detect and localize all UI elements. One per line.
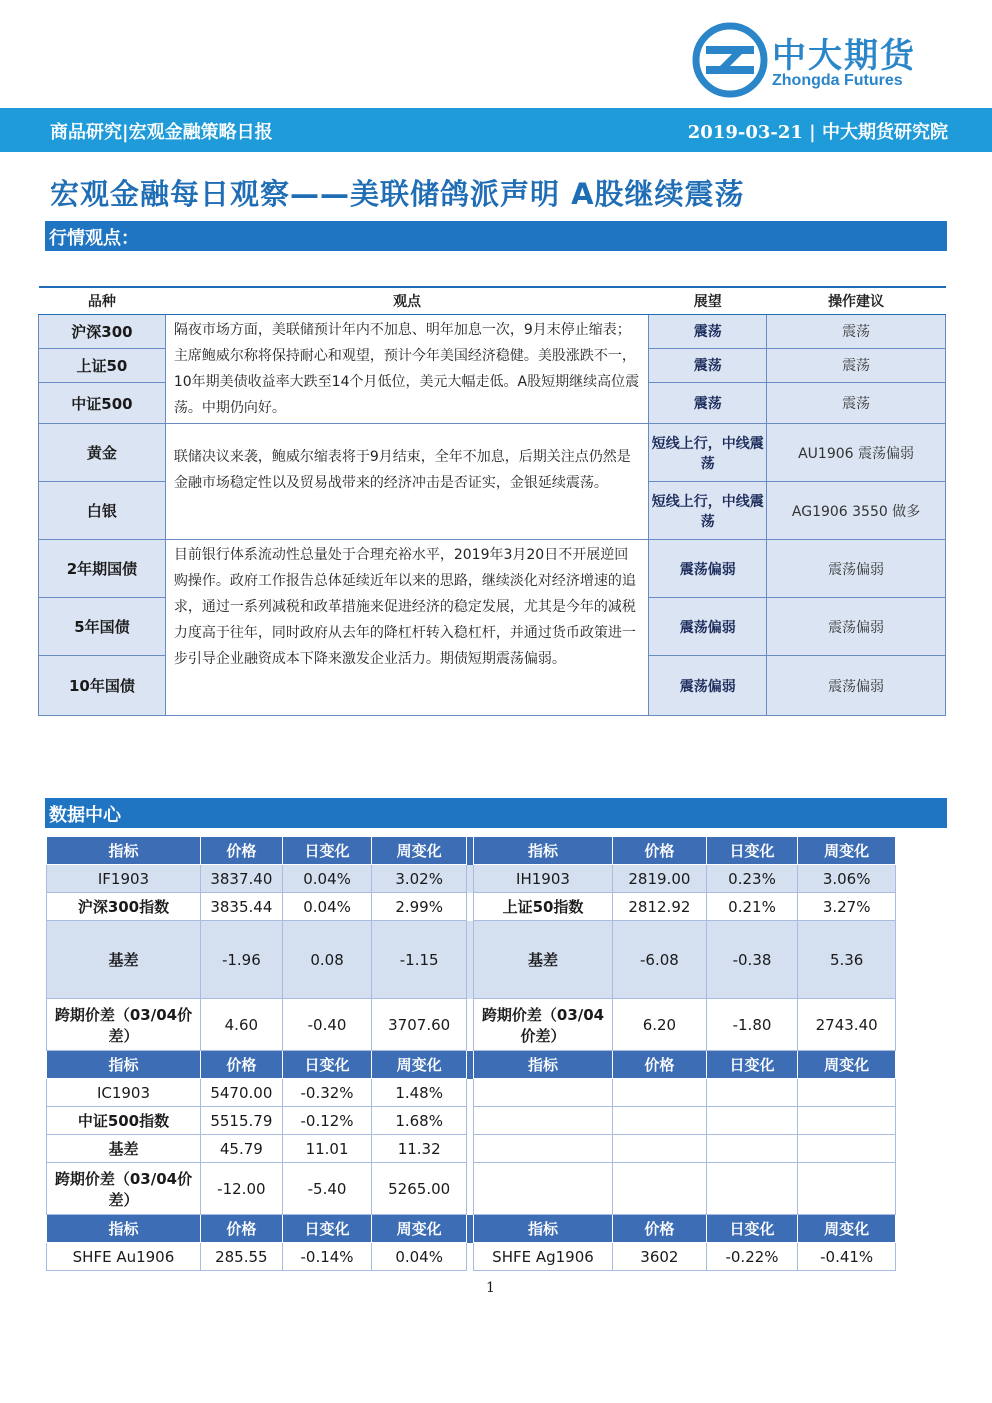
column-gap [466,999,473,1051]
logo-text-cn: 中大期货 [772,36,916,76]
section-data-center-label: 数据中心 [49,805,121,826]
column-gap [466,865,473,893]
col-header: 展望 [649,287,767,315]
table-row [47,1107,896,1135]
product-name: 中证500 [39,383,166,424]
advice: 震荡偏弱 [767,656,946,716]
report-header-bar [0,108,992,152]
column-gap [466,837,473,865]
table-row [47,865,896,893]
cell: 2.99% [372,893,467,921]
table-header-row [39,287,946,315]
col-header: 指标 [473,837,612,865]
product-name: 上证50 [39,348,166,383]
cell: 6.20 [613,999,707,1051]
col-header: 周变化 [798,1051,896,1079]
col-header: 周变化 [798,837,896,865]
advice: 震荡偏弱 [767,540,946,598]
cell: -6.08 [613,921,707,999]
table-row [47,893,896,921]
column-gap [466,1163,473,1215]
col-header: 周变化 [798,1215,896,1243]
col-header: 指标 [473,1051,612,1079]
cell: 中证500指数 [47,1107,201,1135]
cell: 3.02% [372,865,467,893]
cell: IH1903 [473,865,612,893]
viewpoint-text: 联储决议来袭，鲍威尔缩表将于9月结束，全年不加息，后期关注点仍然是金融市场稳定性以及贸易战带来的经济冲击是否证实，金银延续震荡。 [165,424,648,540]
col-header: 日变化 [706,837,798,865]
table-row [39,424,946,482]
col-header: 价格 [613,837,707,865]
cell: IC1903 [47,1079,201,1107]
cell: IF1903 [47,865,201,893]
cell: 沪深300指数 [47,893,201,921]
cell: 5515.79 [200,1107,282,1135]
company-logo [692,22,952,102]
outlook: 震荡偏弱 [649,656,767,716]
col-header: 价格 [613,1051,707,1079]
cell: 3.27% [798,893,896,921]
empty-cell [798,1135,896,1163]
section-market-views-label: 行情观点： [49,228,139,249]
viewpoint-text: 目前银行体系流动性总量处于合理充裕水平，2019年3月20日不开展逆回购操作。政府工作报告总体延续近年以来的思路，继续淡化对经济增速的追求，通过一系列减税和政革措施来促进经济的稳定发展，尤其是今年的减税力度高于往年，同时政府从去年的降杠杆转入稳杠杆，并通过货币政策进一步引导企业融资成本下降来激发企业活力。期债短期震荡偏弱。 [165,540,648,716]
cell: 0.21% [706,893,798,921]
cell: 5.36 [798,921,896,999]
logo-text-en: Zhongda Futures [772,72,903,89]
table-row [47,1163,896,1215]
col-header: 日变化 [282,1051,372,1079]
cell: -0.32% [282,1079,372,1107]
cell: 11.32 [372,1135,467,1163]
table-row [39,540,946,598]
cell: 基差 [473,921,612,999]
empty-cell [473,1079,612,1107]
column-gap [466,1079,473,1107]
cell: 2812.92 [613,893,707,921]
cell: 跨期价差（03/04价差） [47,1163,201,1215]
report-category: 商品研究|宏观金融策略日报 [50,122,273,143]
cell: 2819.00 [613,865,707,893]
cell: 11.01 [282,1135,372,1163]
cell: 3707.60 [372,999,467,1051]
outlook: 短线上行，中线震荡 [649,424,767,482]
cell: 1.68% [372,1107,467,1135]
cell: 45.79 [200,1135,282,1163]
col-header: 日变化 [706,1051,798,1079]
market-view-table [38,286,946,716]
cell: 4.60 [200,999,282,1051]
product-name: 白银 [39,482,166,540]
cell: 3835.44 [200,893,282,921]
cell: -0.40 [282,999,372,1051]
column-gap [466,1215,473,1243]
table-row [47,921,896,999]
empty-cell [706,1079,798,1107]
table-row [47,999,896,1051]
advice: 震荡 [767,315,946,349]
cell: 1.48% [372,1079,467,1107]
col-header: 指标 [47,1051,201,1079]
report-title: 宏观金融每日观察——美联储鸽派声明 A股继续震荡 [50,177,745,211]
empty-cell [613,1079,707,1107]
product-name: 5年国债 [39,598,166,656]
column-gap [466,921,473,999]
section-market-views [45,221,947,251]
outlook: 震荡 [649,315,767,349]
outlook: 短线上行，中线震荡 [649,482,767,540]
product-name: 沪深300 [39,315,166,349]
cell: -5.40 [282,1163,372,1215]
zhongda-logo-icon [692,22,768,98]
col-header: 操作建议 [767,287,946,315]
cell: 285.55 [200,1243,282,1271]
outlook: 震荡 [649,383,767,424]
table-row [39,315,946,349]
cell: -0.38 [706,921,798,999]
col-header: 周变化 [372,1215,467,1243]
table-row [47,1243,896,1271]
col-header: 指标 [47,837,201,865]
empty-cell [706,1107,798,1135]
cell: 5470.00 [200,1079,282,1107]
cell: -1.15 [372,921,467,999]
empty-cell [473,1107,612,1135]
cell: 3837.40 [200,865,282,893]
cell: 跨期价差（03/04价差） [47,999,201,1051]
cell: -12.00 [200,1163,282,1215]
cell: 0.04% [282,865,372,893]
empty-cell [706,1163,798,1215]
cell: 0.23% [706,865,798,893]
report-date-source: 2019-03-21 | 中大期货研究院 [687,122,948,143]
col-header: 日变化 [706,1215,798,1243]
cell: SHFE Ag1906 [473,1243,612,1271]
table-row [47,1079,896,1107]
data-center-table [46,836,896,1271]
cell: 0.04% [372,1243,467,1271]
col-header: 价格 [200,1215,282,1243]
cell: 2743.40 [798,999,896,1051]
advice: 震荡偏弱 [767,598,946,656]
cell: 上证50指数 [473,893,612,921]
cell: 0.08 [282,921,372,999]
empty-cell [613,1163,707,1215]
col-header: 周变化 [372,837,467,865]
col-header: 品种 [39,287,166,315]
cell: 基差 [47,1135,201,1163]
cell: -0.14% [282,1243,372,1271]
outlook: 震荡偏弱 [649,540,767,598]
outlook: 震荡 [649,348,767,383]
col-header: 日变化 [282,837,372,865]
cell: 3.06% [798,865,896,893]
table-header-row [47,1051,896,1079]
advice: AU1906 震荡偏弱 [767,424,946,482]
col-header: 价格 [200,1051,282,1079]
col-header: 价格 [613,1215,707,1243]
cell: 0.04% [282,893,372,921]
col-header: 指标 [47,1215,201,1243]
cell: 跨期价差（03/04价差） [473,999,612,1051]
column-gap [466,1135,473,1163]
empty-cell [798,1163,896,1215]
empty-cell [473,1135,612,1163]
viewpoint-text: 隔夜市场方面，美联储预计年内不加息、明年加息一次，9月末停止缩表；主席鲍威尔称将保持耐心和观望，预计今年美国经济稳健。美股涨跌不一，10年期美债收益率大跌至14个月低位，美元大幅走低。A股短期继续高位震荡。中期仍向好。 [165,315,648,424]
advice: 震荡 [767,348,946,383]
product-name: 2年期国债 [39,540,166,598]
column-gap [466,1051,473,1079]
outlook: 震荡偏弱 [649,598,767,656]
section-data-center [45,798,947,828]
empty-cell [706,1135,798,1163]
col-header: 周变化 [372,1051,467,1079]
column-gap [466,1243,473,1271]
column-gap [466,893,473,921]
cell: 5265.00 [372,1163,467,1215]
table-header-row [47,1215,896,1243]
cell: -0.22% [706,1243,798,1271]
table-row [47,1135,896,1163]
cell: 基差 [47,921,201,999]
col-header: 观点 [165,287,648,315]
empty-cell [798,1107,896,1135]
empty-cell [798,1079,896,1107]
cell: -1.80 [706,999,798,1051]
product-name: 黄金 [39,424,166,482]
advice: AG1906 3550 做多 [767,482,946,540]
cell: 3602 [613,1243,707,1271]
col-header: 日变化 [282,1215,372,1243]
cell: -1.96 [200,921,282,999]
cell: -0.41% [798,1243,896,1271]
col-header: 价格 [200,837,282,865]
advice: 震荡 [767,383,946,424]
empty-cell [613,1135,707,1163]
empty-cell [473,1163,612,1215]
col-header: 指标 [473,1215,612,1243]
page-number: 1 [486,1280,495,1296]
cell: -0.12% [282,1107,372,1135]
column-gap [466,1107,473,1135]
table-header-row [47,837,896,865]
product-name: 10年国债 [39,656,166,716]
empty-cell [613,1107,707,1135]
cell: SHFE Au1906 [47,1243,201,1271]
